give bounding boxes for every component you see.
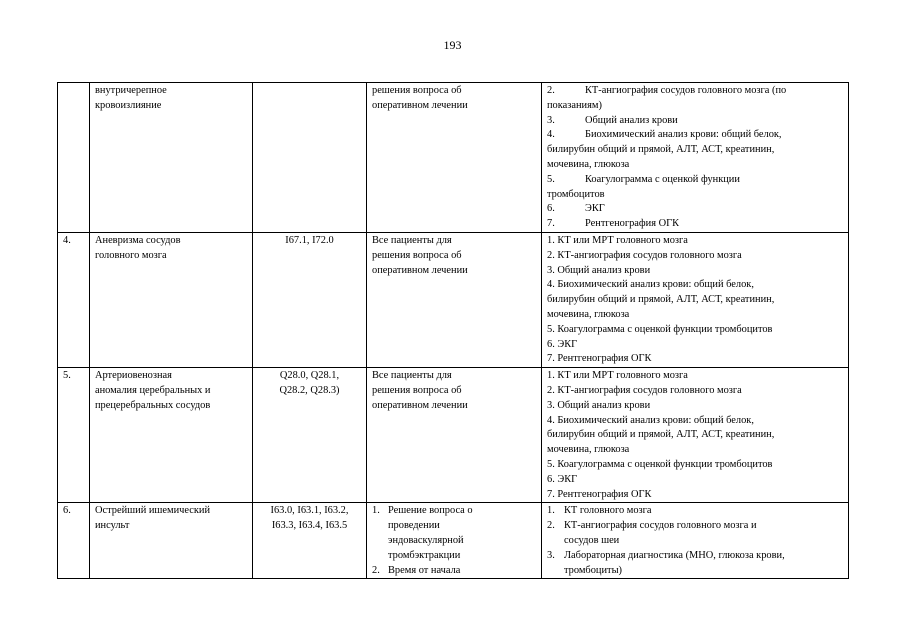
- row-number-cell: 6.: [58, 503, 90, 579]
- examinations-cell: [542, 368, 849, 503]
- examinations-cell: [542, 503, 849, 579]
- icd-codes-cell: [253, 83, 367, 233]
- list-item: 6. ЭКГ: [547, 473, 578, 485]
- row-number-cell: 4.: [58, 233, 90, 368]
- list-item: 1. КТ или МРТ головного мозга: [547, 370, 688, 382]
- list-item: 5. Коагулограмма с оценкой функции тромбоцитов: [547, 323, 773, 335]
- diagnosis-cell: внутричерепное кровоизлияние: [90, 83, 253, 233]
- table-row: [58, 503, 849, 579]
- indication-cell: решения вопроса об оперативном лечении: [367, 83, 542, 233]
- indication-cell: [367, 503, 542, 579]
- table-row: [58, 368, 849, 503]
- list-item: мочевина, глюкоза: [547, 444, 630, 456]
- indication-cell: Все пациенты для решения вопроса об оперативном лечении: [367, 368, 542, 503]
- row-number-cell: [58, 83, 90, 233]
- row-number-cell: 5.: [58, 368, 90, 503]
- list-item: 1. Решение вопроса о проведении эндоваскулярной тромбэктракции: [372, 505, 473, 561]
- examinations-cell: [542, 233, 849, 368]
- list-item: 3. Общий анализ крови: [547, 264, 651, 276]
- icd-codes-cell: Q28.0, Q28.1, Q28.2, Q28.3): [253, 368, 367, 503]
- list-item: 1. КТ или МРТ головного мозга: [547, 235, 688, 246]
- list-item: 7. Рентгенография ОГК: [547, 353, 652, 365]
- list-item: 4. Биохимический анализ крови: общий белок, билирубин общий и прямой, АЛТ, АСТ, креатинин, мочевина, глюкоза: [547, 129, 782, 170]
- list-item: 5. Коагулограмма с оценкой функции тромбоцитов: [547, 173, 740, 200]
- diagnosis-cell: Острейший ишемический инсульт: [90, 503, 253, 579]
- icd-codes-cell: I63.0, I63.1, I63.2, I63.3, I63.4, I63.5: [253, 503, 367, 579]
- page-number: 193: [443, 38, 462, 52]
- list-item: 2. КТ-ангиография сосудов головного мозга и сосудов шеи: [547, 520, 757, 546]
- list-item: билирубин общий и прямой, АЛТ, АСТ, креатинин,: [547, 294, 775, 306]
- list-item: 7. Рентгенография ОГК: [547, 218, 680, 230]
- list-item: 2. КТ-ангиография сосудов головного мозга (по показаниям): [547, 85, 787, 111]
- list-item: 4. Биохимический анализ крови: общий белок,: [547, 414, 754, 426]
- list-item: 5. Коагулограмма с оценкой функции тромбоцитов: [547, 458, 773, 470]
- list-item: 4. Биохимический анализ крови: общий белок,: [547, 279, 754, 291]
- clinical-table: [57, 82, 849, 579]
- diagnosis-cell: Артериовенозная аномалия церебральных и прецеребральных сосудов: [90, 368, 253, 503]
- list-item: 3. Общий анализ крови: [547, 399, 651, 411]
- table-row: [58, 233, 849, 368]
- list-item: 2. Время от начала: [372, 564, 461, 576]
- list-item: 3. Общий анализ крови: [547, 114, 678, 126]
- icd-codes-cell: I67.1, I72.0: [253, 233, 367, 368]
- list-item: 3. Лабораторная диагностика (МНО, глюкоза крови, тромбоциты): [547, 549, 785, 576]
- list-item: мочевина, глюкоза: [547, 308, 630, 320]
- table-row: [58, 83, 849, 233]
- list-item: 2. КТ-ангиография сосудов головного мозга: [547, 249, 742, 261]
- list-item: 2. КТ-ангиография сосудов головного мозга: [547, 384, 742, 396]
- diagnosis-cell: Аневризма сосудов головного мозга: [90, 233, 253, 368]
- list-item: 6. ЭКГ: [547, 203, 605, 215]
- list-item: билирубин общий и прямой, АЛТ, АСТ, креатинин,: [547, 429, 775, 441]
- list-item: 7. Рентгенография ОГК: [547, 488, 652, 500]
- list-item: 6. ЭКГ: [547, 338, 578, 350]
- indication-cell: Все пациенты для решения вопроса об оперативном лечении: [367, 233, 542, 368]
- list-item: 1. КТ головного мозга: [547, 505, 652, 517]
- examinations-cell: [542, 83, 849, 233]
